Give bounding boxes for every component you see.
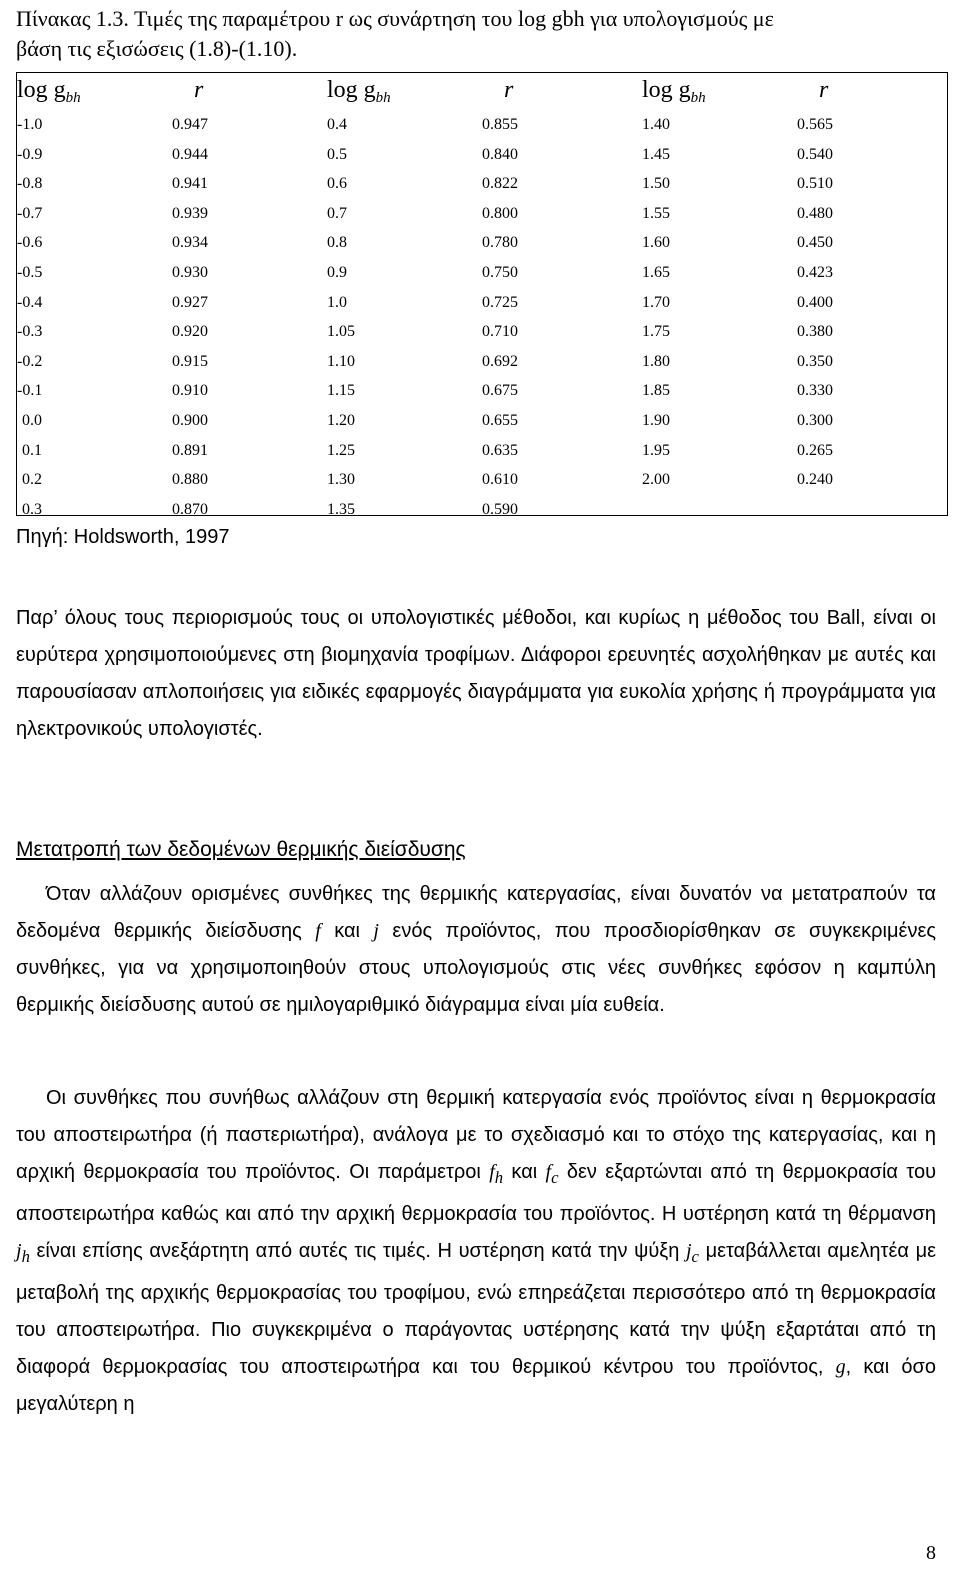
caption-line-2: βάση τις εξισώσεις (1.8)-(1.10). <box>16 36 298 61</box>
cell-logg: -0.5 <box>17 264 43 281</box>
cell-logg: 0.3 <box>22 500 42 518</box>
cell-r: 0.590 <box>482 500 518 518</box>
cell-r: 0.910 <box>172 382 208 400</box>
table-caption <box>16 4 950 64</box>
cell-r: 0.350 <box>797 352 833 370</box>
cell-logg: -0.6 <box>17 234 43 252</box>
cell-logg: 0.9 <box>327 264 347 281</box>
cell-r: 0.944 <box>172 145 208 163</box>
paragraph-conditions: Οι συνθήκες που συνήθως αλλάζουν στη θερμική κατεργασία ενός προϊόντος είναι η θερμοκρασία του αποστειρωτήρα (ή παστεριωτήρα), ανάλογα με το σχεδιασμό και το στόχο της κατεργασίας, και η αρχική θερμοκρασία του προϊόντος. Οι παράμετροι $f_h$ και $f_c$ δεν εξαρτώνται από τη θερμοκρασία του αποστειρωτήρα καθώς και από την αρχική θερμοκρασία του προϊόντος. Η υστέρηση κατά τη θέρμανση $j_h$ είναι επίσης ανεξάρτητη από αυτές τις τιμές. Η υστέρηση κατά την ψύξη $j_c$ μεταβάλλεται αμελητέα με μεταβολή της αρχικής θερμοκρασίας του τροφίμου, ενώ επηρεάζεται περισσότερο από τη θερμοκρασία του αποστειρωτήρα. Πιο συγκεκριμένα ο παράγοντας υστέρησης κατά την ψύξη εξαρτάται από τη διαφορά θερμοκρασίας του αποστειρωτήρα και του θερμικού κέντρου του προϊόντος, g, και όσο μεγαλύτερη η <box>16 1087 937 1415</box>
cell-r: 0.880 <box>172 471 208 489</box>
cell-r: 0.400 <box>797 293 833 311</box>
paragraph-methods: Παρ’ όλους τους περιορισμούς τους οι υπολογιστικές μέθοδοι, και κυρίως η μέθοδος του Ball, είναι οι ευρύτερα χρησιμοποιούμενες στη βιομηχανία τροφίμων. Διάφοροι ερευνητές ασχολήθηκαν με αυτές και παρουσίασαν απλοποιήσεις για ειδικές εφαρμογές διαγράμματα για ευκολία χρήσης ή προγράμματα για ηλεκτρονικούς υπολογιστές. <box>16 607 936 740</box>
cell-logg: 1.75 <box>642 323 670 341</box>
cell-r: 0.920 <box>172 323 208 341</box>
cell-logg: 2.00 <box>642 471 670 489</box>
symbol-fc: $f_c$ <box>545 1161 559 1187</box>
cell-r: 0.800 <box>482 204 518 222</box>
symbol-fh: $f_h$ <box>489 1161 504 1187</box>
cell-r: 0.423 <box>797 264 833 281</box>
header-r-3: r <box>819 77 829 103</box>
cell-logg: 1.50 <box>642 175 670 193</box>
cell-logg: 0.0 <box>22 412 42 429</box>
cell-r: 0.900 <box>172 412 208 429</box>
cell-logg: 1.95 <box>642 441 670 459</box>
symbol-j: j <box>373 920 379 942</box>
cell-r: 0.610 <box>482 471 518 489</box>
header-r-1: r <box>194 77 204 103</box>
cell-r: 0.380 <box>797 323 833 341</box>
symbol-jh: $j_h$ <box>16 1240 30 1266</box>
cell-logg: 1.45 <box>642 145 670 163</box>
cell-r: 0.635 <box>482 441 518 459</box>
cell-logg: -0.4 <box>17 293 43 311</box>
cell-r: 0.750 <box>482 264 518 281</box>
cell-logg: 1.60 <box>642 234 670 252</box>
cell-r: 0.480 <box>797 204 833 222</box>
paragraph-conversion: Όταν αλλάζουν ορισμένες συνθήκες της θερμικής κατεργασίας, είναι δυνατόν να μετατραπούν τα δεδομένα θερμικής διείσδυσης f και j ενός προϊόντος, που προσδιορίσθηκαν σε συγκεκριμένες συνθήκες, για να χρησιμοποιηθούν στους υπολογισμούς στις νέες συνθήκες εφόσον η καμπύλη θερμικής διείσδυσης αυτού σε ημιλογαριθμικό διάγραμμα είναι μία ευθεία. <box>16 883 936 1016</box>
page-number: 8 <box>926 1542 936 1564</box>
cell-logg: 0.6 <box>327 175 347 193</box>
cell-logg: 1.80 <box>642 352 670 370</box>
cell-logg: 1.70 <box>642 293 670 311</box>
cell-logg: -1.0 <box>17 116 43 133</box>
cell-r: 0.891 <box>172 441 208 459</box>
cell-r: 0.780 <box>482 234 518 252</box>
cell-logg: 0.8 <box>327 234 347 252</box>
cell-logg: -0.3 <box>17 323 43 341</box>
cell-logg: 0.2 <box>22 471 42 489</box>
cell-logg: 1.20 <box>327 412 355 429</box>
cell-logg: 1.35 <box>327 500 355 518</box>
table-source: Πηγή: Holdsworth, 1997 <box>16 526 230 548</box>
cell-r: 0.655 <box>482 412 518 429</box>
cell-r: 0.510 <box>797 175 833 193</box>
cell-logg: -0.9 <box>17 145 43 163</box>
cell-logg: 1.05 <box>327 323 355 341</box>
cell-r: 0.675 <box>482 382 518 400</box>
header-logg-2: $\log g_{bh}$ <box>327 77 391 106</box>
caption-line-1: Πίνακας 1.3. Τιμές της παραμέτρου r ως συνάρτηση του log gbh για υπολογισμούς με <box>16 6 774 31</box>
cell-r: 0.710 <box>482 323 518 341</box>
cell-r: 0.540 <box>797 145 833 163</box>
cell-logg: 0.5 <box>327 145 347 163</box>
cell-logg: 1.85 <box>642 382 670 400</box>
cell-r: 0.565 <box>797 116 833 133</box>
cell-r: 0.915 <box>172 352 208 370</box>
cell-r: 0.855 <box>482 116 518 133</box>
cell-r: 0.934 <box>172 234 208 252</box>
cell-r: 0.947 <box>172 116 208 133</box>
header-r-2: r <box>504 77 514 103</box>
cell-logg: 0.7 <box>327 204 347 222</box>
cell-logg: 1.10 <box>327 352 355 370</box>
cell-logg: 1.40 <box>642 116 670 133</box>
cell-logg: -0.8 <box>17 175 43 193</box>
header-logg-3: $\log g_{bh}$ <box>642 77 706 106</box>
cell-logg: 1.55 <box>642 204 670 222</box>
cell-r: 0.300 <box>797 412 833 429</box>
cell-r: 0.450 <box>797 234 833 252</box>
cell-r: 0.725 <box>482 293 518 311</box>
cell-r: 0.927 <box>172 293 208 311</box>
cell-r: 0.941 <box>172 175 208 193</box>
r-values-table <box>16 72 948 516</box>
cell-logg: 1.30 <box>327 471 355 489</box>
cell-logg: 1.0 <box>327 293 347 311</box>
symbol-jc: $j_c$ <box>685 1240 699 1266</box>
section-heading: Μετατροπή των δεδομένων θερμικής διείσδυσης <box>16 838 466 861</box>
cell-logg: 1.25 <box>327 441 355 459</box>
cell-r: 0.930 <box>172 264 208 281</box>
cell-logg: 1.65 <box>642 264 670 281</box>
symbol-f: f <box>315 920 321 942</box>
cell-r: 0.822 <box>482 175 518 193</box>
cell-logg: 1.15 <box>327 382 355 400</box>
cell-logg: 1.90 <box>642 412 670 429</box>
cell-logg: -0.2 <box>17 352 43 370</box>
symbol-g: g <box>835 1356 846 1378</box>
cell-logg: -0.7 <box>17 204 43 222</box>
cell-logg: -0.1 <box>17 382 43 400</box>
cell-logg: 0.1 <box>22 441 42 459</box>
header-logg-1: $\log g_{bh}$ <box>17 77 81 106</box>
cell-logg: 0.4 <box>327 116 347 133</box>
cell-r: 0.265 <box>797 441 833 459</box>
cell-r: 0.692 <box>482 352 518 370</box>
cell-r: 0.240 <box>797 471 833 489</box>
cell-r: 0.870 <box>172 500 208 518</box>
cell-r: 0.840 <box>482 145 518 163</box>
cell-r: 0.330 <box>797 382 833 400</box>
cell-r: 0.939 <box>172 204 208 222</box>
